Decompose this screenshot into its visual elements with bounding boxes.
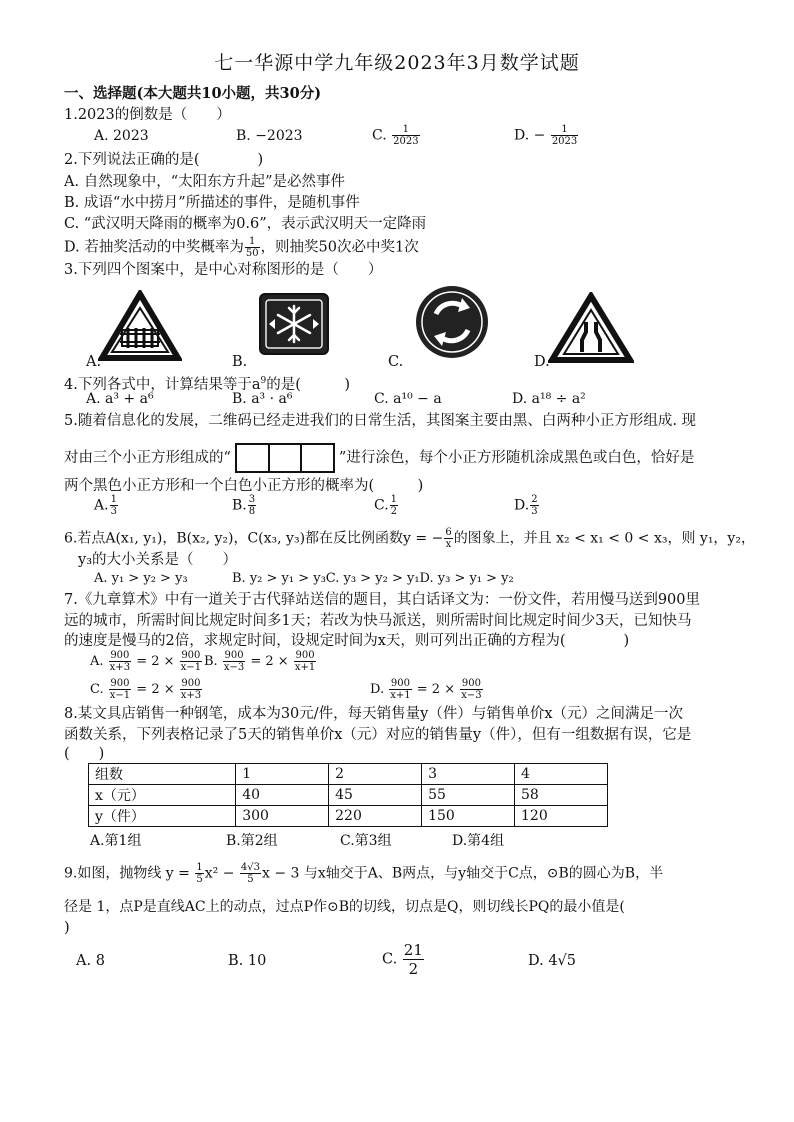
q7-line3: 的速度是慢马的2倍，求规定时间，设规定时间为x天，则可列出正确的方程为( ) <box>64 633 630 649</box>
q7-option-d: D. $\frac{900}{x+1}$ = 2 × $\frac{900}{x-3}$ <box>370 678 482 701</box>
q2-option-c: C. “武汉明天降雨的概率为0.6”，表示武汉明天一定降雨 <box>64 216 427 232</box>
q5-option-d: D. $\frac{2}{3}$ <box>514 494 538 517</box>
q7-option-c: C. $\frac{900}{x-1}$ = 2 × $\frac{900}{x+3}$ <box>90 678 202 701</box>
railway-warning-sign-icon <box>98 290 182 362</box>
page-title: 七一华源中学九年级2023年3月数学试题 <box>214 52 580 74</box>
q3-option-c: C. <box>388 354 404 370</box>
q9-line1: 9.如图，抛物线 y = $\frac{1}{5}$ x² − $\frac{4√3}{5}$ x − 3 与x轴交于A、B两点，与y轴交于C点，⊙B的圆心为B，半 <box>64 862 664 885</box>
q1-option-a: A. 2023 <box>94 128 149 144</box>
q9-option-b: B. 10 <box>228 953 267 969</box>
q1-option-d: D. − $\frac{1}{2023}$ <box>514 124 578 147</box>
table-row: 组数 1 2 3 4 <box>89 764 608 785</box>
q7-line1: 7.《九章算术》中有一道关于古代驿站送信的题目，其白话译文为：一份文件，若用慢马送到900里 <box>64 592 701 608</box>
q9-line2: 径是 1，点P是直线AC上的动点，过点P作⊙B的切线，切点是Q，则切线长PQ的最小值是( <box>64 899 625 915</box>
q3-option-a: A. <box>86 354 102 370</box>
q8-option-a: A.第1组 <box>90 833 142 849</box>
q9-option-d: D. 4√5 <box>528 953 577 969</box>
q4-option-b: B. a³ · a⁶ <box>232 391 293 407</box>
q6-option-bcd: B. y₂ > y₁ > y₃C. y₃ > y₂ > y₁D. y₃ > y₁ > y₂ <box>232 571 514 586</box>
q2-stem: 2.下列说法正确的是( ) <box>64 152 264 168</box>
q7-option-a: A. $\frac{900}{x+3}$ = 2 × $\frac{900}{x-1}$ <box>90 650 202 673</box>
q4-option-a: A. a³ + a⁶ <box>86 391 154 407</box>
snowflake-sign-icon <box>258 292 330 356</box>
q8-line3: ( ) <box>64 746 105 762</box>
q5-option-c: C. $\frac{1}{2}$ <box>374 494 398 517</box>
q9-option-a: A. 8 <box>76 953 105 969</box>
q3-stem: 3.下列四个图案中，是中心对称图形的是（ ） <box>64 262 383 278</box>
table-row: y（件） 300 220 150 120 <box>89 806 608 827</box>
q8-option-b: B.第2组 <box>226 833 278 849</box>
q4-stem: 4.下列各式中，计算结果等于$a^9$的是( ) <box>64 376 351 393</box>
q2-option-a: A. 自然现象中，“太阳东方升起”是必然事件 <box>64 174 346 190</box>
table-row: x（元） 40 45 55 58 <box>89 785 608 806</box>
q5-option-a: A. $\frac{1}{3}$ <box>94 494 117 517</box>
q6-line2: y₃的大小关系是（ ） <box>78 552 238 568</box>
q8-option-d: D.第4组 <box>452 833 505 849</box>
q8-option-c: C.第3组 <box>340 833 392 849</box>
q5-option-b: B. $\frac{3}{8}$ <box>232 494 256 517</box>
q4-option-d: D. a¹⁸ ÷ a² <box>512 391 586 407</box>
q7-option-b: B. $\frac{900}{x-3}$ = 2 × $\frac{900}{x+1}$ <box>204 650 316 673</box>
q7-line2: 远的城市，所需时间比规定时间多1天；若改为快马派送，则所需时间比规定时间少3天，已知快马 <box>64 613 692 629</box>
q2-option-d: D. 若抽奖活动的中奖概率为 $\frac{1}{50}$ ，则抽奖50次必中奖1次 <box>64 236 419 259</box>
roundabout-sign-icon <box>412 284 492 360</box>
q1-option-b: B. −2023 <box>236 128 303 144</box>
q6-line1: 6.若点A(x₁, y₁)，B(x₂, y₂)，C(x₃, y₃)都在反比例函数y = − $\frac{6}{x}$ 的图象上，并且 x₂ < x₁ < 0 < x₃，则 y₁，y₂， <box>64 527 755 550</box>
q5-line1: 5.随着信息化的发展，二维码已经走进我们的日常生活，其图案主要由黑、白两种小正方形组成. 现 <box>64 413 697 429</box>
three-squares-figure <box>235 443 335 473</box>
q1-option-c: C. $\frac{1}{2023}$ <box>372 124 419 147</box>
q4-option-c: C. a¹⁰ − a <box>374 391 442 407</box>
q1-stem: 1.2023的倒数是（ ） <box>64 107 231 123</box>
q8-data-table <box>88 763 608 827</box>
narrow-road-sign-icon <box>548 292 634 364</box>
q2-option-b: B. 成语“水中捞月”所描述的事件，是随机事件 <box>64 195 360 211</box>
q6-option-a: A. y₁ > y₂ > y₃ <box>94 571 188 586</box>
q3-option-b: B. <box>232 354 248 370</box>
q3-option-d: D. <box>534 354 550 370</box>
q9-line3: ) <box>64 920 70 936</box>
q5-line2: 对由三个小正方形组成的“ ”进行涂色，每个小正方形随机涂成黑色或白色，恰好是 <box>64 443 694 473</box>
q8-line2: 函数关系，下列表格记录了5天的销售单价x（元）对应的销售量y（件），但有一组数据有误，它是 <box>64 727 692 743</box>
q9-option-c: C. $\frac{21}{2}$ <box>382 941 423 978</box>
q5-line3: 两个黑色小正方形和一个白色小正方形的概率为( ) <box>64 478 424 494</box>
q8-line1: 8.某文具店销售一种钢笔，成本为30元/件，每天销售量y（件）与销售单价x（元）之间满足一次 <box>64 706 684 722</box>
section-heading: 一、选择题(本大题共10小题，共30分) <box>64 85 322 102</box>
